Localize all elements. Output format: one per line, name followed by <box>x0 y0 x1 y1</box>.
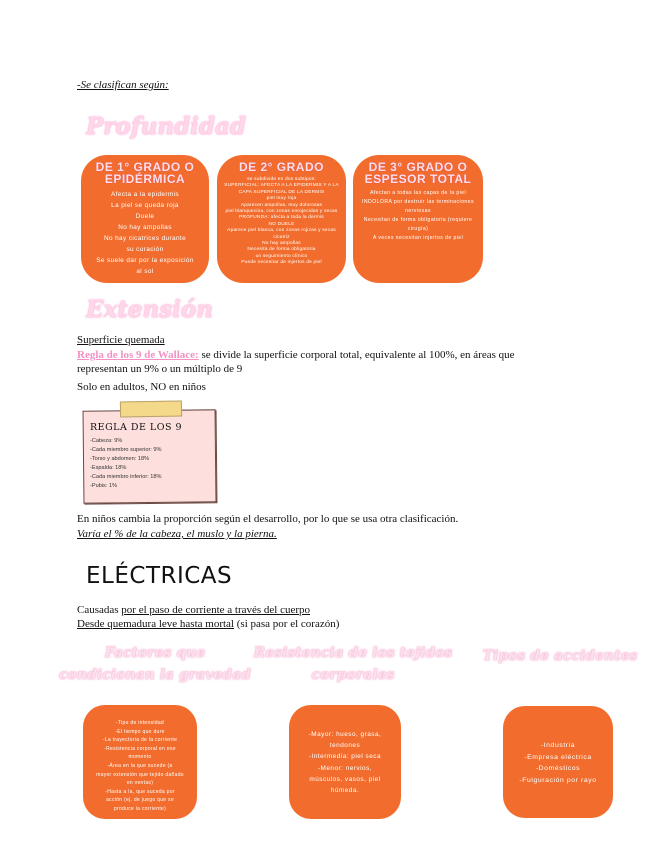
solo-adultos: Solo en adultos, NO en niños <box>77 381 206 393</box>
card-body <box>503 710 613 786</box>
line: en ventas) <box>126 780 154 787</box>
line: NO DUELE <box>268 221 295 227</box>
line: mayor extensión que tejido dañado <box>96 771 184 778</box>
profundidad-heading: Profundidad <box>86 113 246 140</box>
line: -Mayor: hueso, grasa, <box>308 731 382 738</box>
line: -Menor: nervios, <box>317 764 373 772</box>
card-body <box>353 189 483 243</box>
line: tendones <box>329 742 361 750</box>
desde-text <box>77 617 339 631</box>
grado1-card <box>81 155 209 283</box>
regla-text: se divide la superficie corporal total, equivalente al 100%, en áreas que representan un 9% o un múltiplo de 9 <box>77 349 515 375</box>
line: No hay ampollas <box>262 241 301 247</box>
factores-card <box>83 705 197 819</box>
line: un seguimiento clínico <box>255 253 308 259</box>
line: piel blanquecina, con zonas enrojecidas y secas <box>225 209 338 215</box>
intro-text: -Se clasifican según: <box>77 79 169 91</box>
line: nerviosas <box>405 208 431 214</box>
line: SUPERFICIAL: AFECTA A LA EPIDERMIS Y A LA <box>224 183 339 189</box>
line: -Cada miembro superior: 9% <box>90 447 162 453</box>
line: Aparecen ampollas, muy dolorosas <box>240 202 323 208</box>
line: cicatriz <box>273 234 290 240</box>
card-body <box>289 709 401 796</box>
line: No hay cicatrices durante <box>103 235 187 242</box>
superficie-quemada: Superficie quemada <box>77 334 165 346</box>
line: No hay ampollas <box>118 224 172 231</box>
line: -Industria <box>540 742 576 749</box>
resistencia-heading: Resistencia de los tejidos corporales <box>253 645 453 683</box>
line: músculos, vasos, piel <box>309 775 381 783</box>
line: CAPA SUPERFICIAL DE LA DERMIS <box>238 189 325 195</box>
causadas-text <box>77 603 310 617</box>
note-title: REGLA DE LOS 9 <box>90 422 183 433</box>
line: cirugía) <box>407 226 429 232</box>
line: húmeda. <box>330 787 360 795</box>
line: -La trayectoria de la corriente <box>102 737 178 744</box>
grado2-card <box>217 155 346 283</box>
grado3-card <box>353 155 483 283</box>
tipos-heading: Tipos de accidentes <box>482 648 638 664</box>
line: -Área en la que sucede (a <box>107 762 173 769</box>
tipos-card <box>503 706 613 818</box>
line: Necesitan de forma obligatoria (requiere <box>363 217 473 223</box>
card-title: DE 3° GRADO O ESPESOR TOTAL <box>364 160 472 186</box>
line: Duele <box>135 213 155 220</box>
line: -Espalda: 18% <box>90 465 127 471</box>
varia-text: Varía el % de la cabeza, el muslo y la pierna. <box>77 528 277 540</box>
line: su curación <box>126 246 164 253</box>
line: A veces necesitan injertos de piel <box>372 235 464 241</box>
card-body <box>83 709 197 814</box>
tape-decoration <box>120 400 182 417</box>
card-title: DE 2° GRADO <box>239 160 324 174</box>
line: -Cabeza: 9% <box>90 438 123 444</box>
line: -Domésticos <box>535 765 581 773</box>
line: -Pubis: 1% <box>90 483 118 489</box>
line: -Fulguración por rayo <box>519 776 597 784</box>
electricas-heading: ELÉCTRICAS <box>86 563 233 589</box>
card-body <box>217 177 346 267</box>
line: momento <box>128 754 152 761</box>
regla-label: Regla de los 9 de Wallace: <box>77 349 199 361</box>
card-body <box>81 189 209 277</box>
line: La piel se queda roja <box>111 202 179 209</box>
line: produce la corriente) <box>113 805 167 812</box>
line: PROFUNDA: afecta a toda la dermis <box>239 215 324 221</box>
line: se subdivide en dos subtipos: <box>247 177 316 182</box>
line: -Resistencia corporal en ese <box>104 745 176 752</box>
card-title: DE 1° GRADO O EPIDÉRMICA <box>95 160 195 186</box>
line: Necesita de forma obligatoria <box>247 247 316 253</box>
causadas-prefix: Causadas <box>77 604 122 616</box>
causadas-underlined: por el paso de corriente a través del cuerpo <box>121 604 311 616</box>
resistencia-card <box>289 705 401 819</box>
desde-rest: (si pasa por el corazón) <box>234 618 340 630</box>
note-list <box>90 437 162 491</box>
extension-heading: Extensión <box>86 296 213 323</box>
line: Se suele dar por la exposición <box>96 257 194 264</box>
line: Puede necesitar de injertos de piel <box>241 260 322 266</box>
line: piel muy roja <box>266 196 297 202</box>
desde-underlined: Desde quemadura leve hasta mortal <box>77 618 234 630</box>
line: al sol <box>136 268 154 275</box>
line: -Tipo de intensidad <box>115 720 165 726</box>
line: -Intermedia: piel seca <box>308 753 382 761</box>
line: acción (ej. de juego que se <box>106 797 174 804</box>
line: -Torso y abdomen: 18% <box>90 456 150 462</box>
line: INDOLORA por destruir las terminaciones <box>362 199 474 205</box>
regla-paragraph <box>77 348 557 376</box>
line: Afecta a la epidermis <box>110 191 180 198</box>
line: Aparece piel blanca, con zonas rojizas y secas <box>227 228 336 234</box>
ninos-text: En niños cambia la proporción según el desarrollo, por lo que se usa otra clasificación. <box>77 513 459 525</box>
line: -Empresa eléctrica <box>524 753 592 761</box>
line: -Cada miembro inferior: 18% <box>90 474 162 480</box>
line: Afectan a todas las capas de la piel <box>369 190 466 196</box>
factores-heading: Factores que condicionan la gravedad <box>59 645 251 683</box>
line: -El tiempo que dure <box>115 728 165 735</box>
line: -Hasta a la, que suceda por <box>105 788 175 795</box>
